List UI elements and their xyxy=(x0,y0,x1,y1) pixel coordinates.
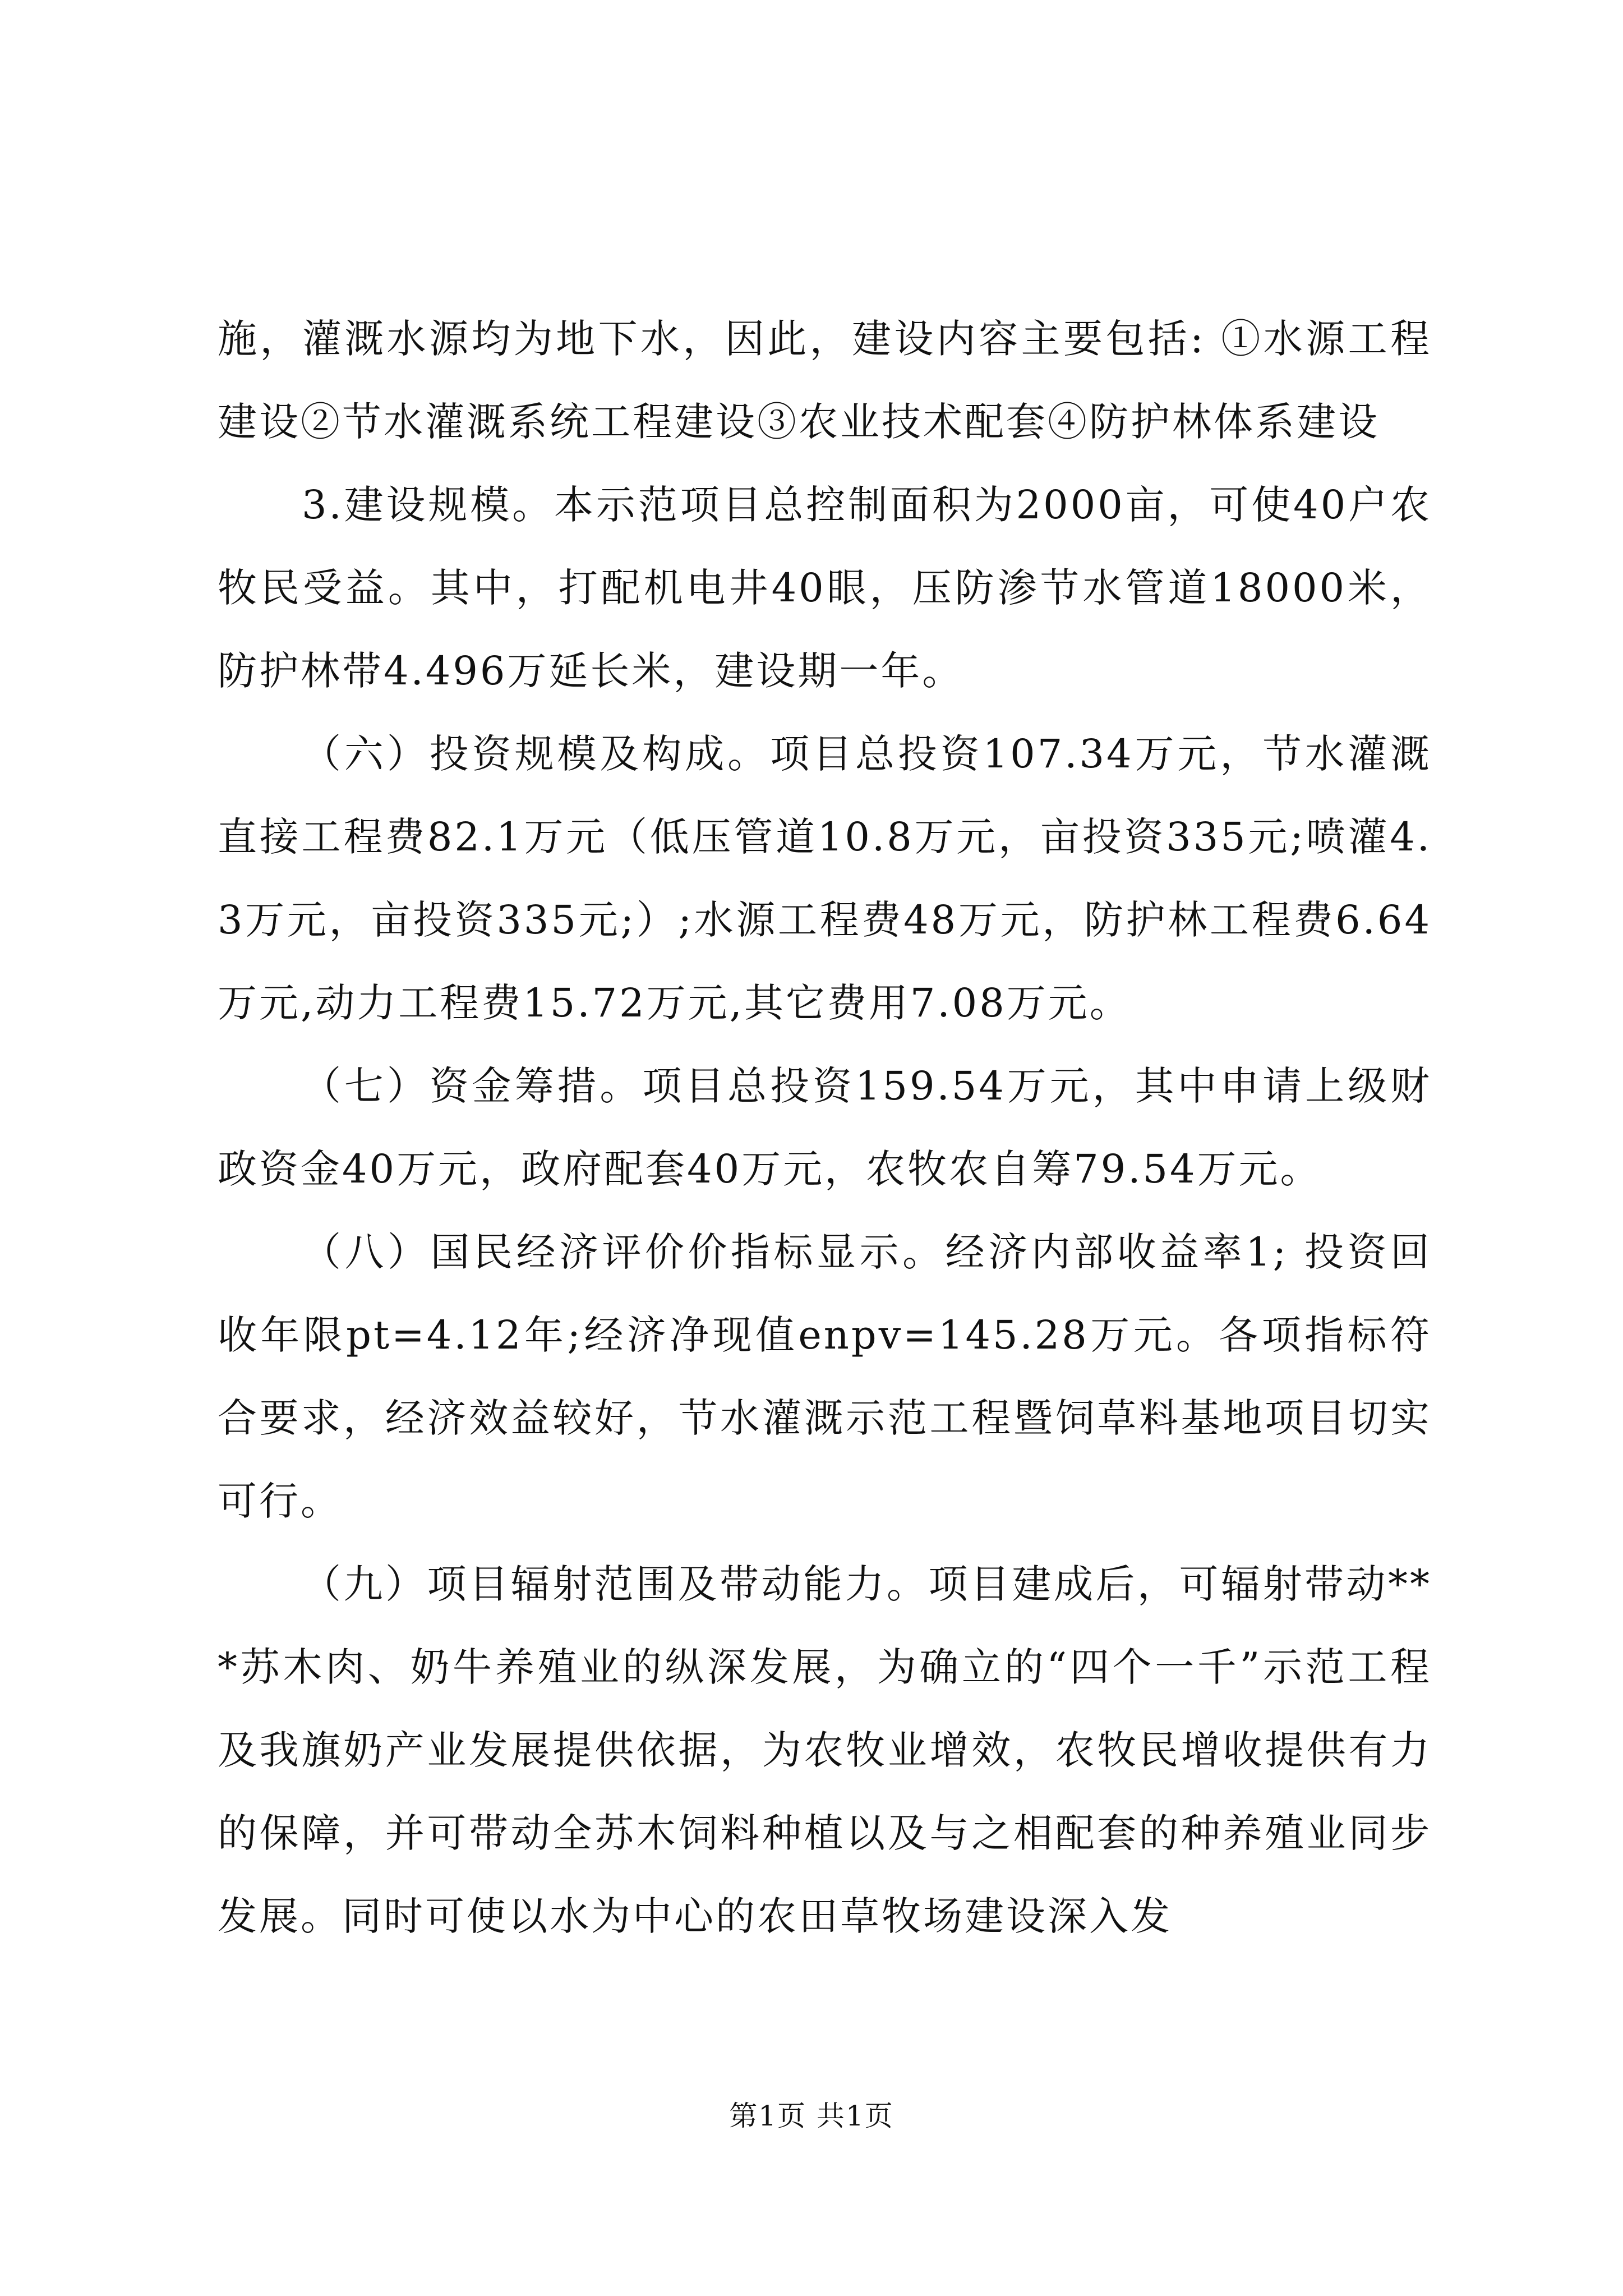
document-body xyxy=(218,297,1432,1958)
paragraph-construction-scale: 3.建设规模。本示范项目总控制面积为2000亩，可使40户农牧民受益。其中，打配机电井40眼，压防渗节水管道18000米，防护林带4.496万延长米，建设期一年。 xyxy=(218,482,1432,694)
paragraph-fund-raising: （七）资金筹措。项目总投资159.54万元，其中申请上级财政资金40万元，政府配套40万元，农牧农自筹79.54万元。 xyxy=(218,1063,1432,1192)
paragraph-construction-content: 施，灌溉水源均为地下水，因此，建设内容主要包括: ①水源工程建设②节水灌溉系统工程建设③农业技术配套④防护林体系建设 xyxy=(218,316,1432,445)
paragraph-investment-scale: （六）投资规模及构成。项目总投资107.34万元，节水灌溉直接工程费82.1万元（低压管道10.8万元，亩投资335元;喷灌4.3万元，亩投资335元;）;水源工程费48万元，防护林工程费6.64万元,动力工程费15.72万元,其它费用7.08万元。 xyxy=(218,731,1432,1026)
paragraph-radiation-scope: （九）项目辐射范围及带动能力。项目建成后，可辐射带动***苏木肉、奶牛养殖业的纵深发展，为确立的“四个一千”示范工程及我旗奶产业发展提供依据，为农牧业增效，农牧民增收提供有力的保障，并可带动全苏木饲料种植以及与之相配套的种养殖业同步发展。同时可使以水为中心的农田草牧场建设深入发 xyxy=(218,1561,1432,1939)
paragraph-economic-evaluation: （八）国民经济评价价指标显示。经济内部收益率1; 投资回收年限pt=4.12年;经济净现值enpv=145.28万元。各项指标符合要求，经济效益较好，节水灌溉示范工程暨饲草料基地项目切实可行。 xyxy=(218,1229,1432,1524)
page-footer xyxy=(0,2099,1623,2133)
page-number-label: 第1页 共1页 xyxy=(729,2100,894,2132)
